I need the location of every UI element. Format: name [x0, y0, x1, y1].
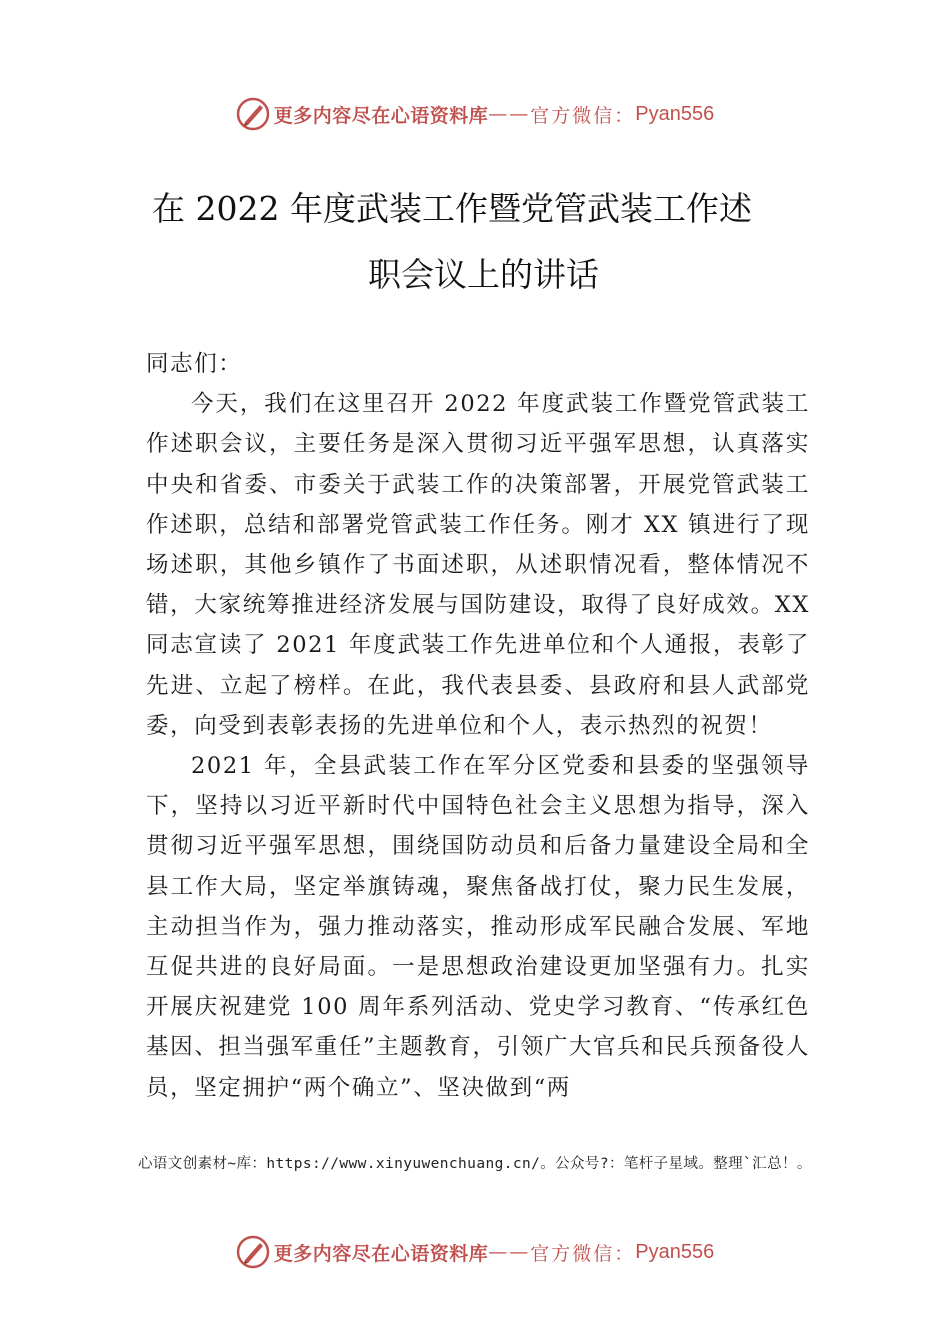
document-title-line-1: 在 2022 年度武装工作暨党管武装工作述: [152, 189, 752, 228]
salutation: 同志们：: [146, 351, 243, 377]
footer-note: 心语文创素材~库：https://www.xinyuwenchuang.cn/。公众号?：笔杆子星域。整理`汇总！。: [138, 1156, 812, 1172]
banner-wechat-id: Pyan556: [635, 102, 715, 125]
banner-wechat-label: 官方微信：: [530, 104, 636, 127]
banner-wechat-id: Pyan556: [635, 1240, 715, 1263]
pen-circle-logo-icon: [236, 1235, 270, 1269]
paragraph-1: 今天，我们在这里召开 2022 年度武装工作暨党管武装工作述职会议，主要任务是深入贯彻习近平强军思想，认真落实中央和省委、市委关于武装工作的决策部署，开展党管武装工作述职，总结和部署党管武装工作任务。刚才 XX 镇进行了现场述职，其他乡镇作了书面述职，从述职情况看，整体情况不错，大家统筹推进经济发展与国防建设，取得了良好成效。XX 同志宣读了 2021 年度武装工作先进单位和个人通报，表彰了先进、立起了榜样。在此，我代表县委、县政府和县人武部党委，向受到表彰表扬的先进单位和个人，表示热烈的祝贺！: [146, 391, 810, 739]
banner-wechat-label: 官方微信：: [530, 1242, 636, 1265]
banner-text: 更多内容尽在心语资料库: [273, 104, 489, 127]
banner-text: 更多内容尽在心语资料库: [273, 1242, 489, 1265]
document-body: [146, 344, 810, 1108]
paragraph-2: 2021 年，全县武装工作在军分区党委和县委的坚强领导下，坚持以习近平新时代中国特色社会主义思想为指导，深入贯彻习近平强军思想，围绕国防动员和后备力量建设全局和全县工作大局，坚定举旗铸魂，聚焦备战打仗，聚力民生发展，主动担当作为，强力推动落实，推动形成军民融合发展、军地互促共进的良好局面。一是思想政治建设更加坚强有力。扎实开展庆祝建党 100 周年系列活动、党史学习教育、“传承红色基因、担当强军重任”主题教育，引领广大官兵和民兵预备役人员，坚定拥护“两个确立”、坚决做到“两: [146, 753, 810, 1101]
banner-dash: ——: [488, 1241, 531, 1263]
banner-dash: ——: [488, 103, 531, 125]
document-title-line-2: 职会议上的讲话: [368, 255, 599, 294]
bottom-banner: [0, 1232, 950, 1272]
pen-circle-logo-icon: [236, 97, 270, 131]
top-banner: [0, 94, 950, 134]
